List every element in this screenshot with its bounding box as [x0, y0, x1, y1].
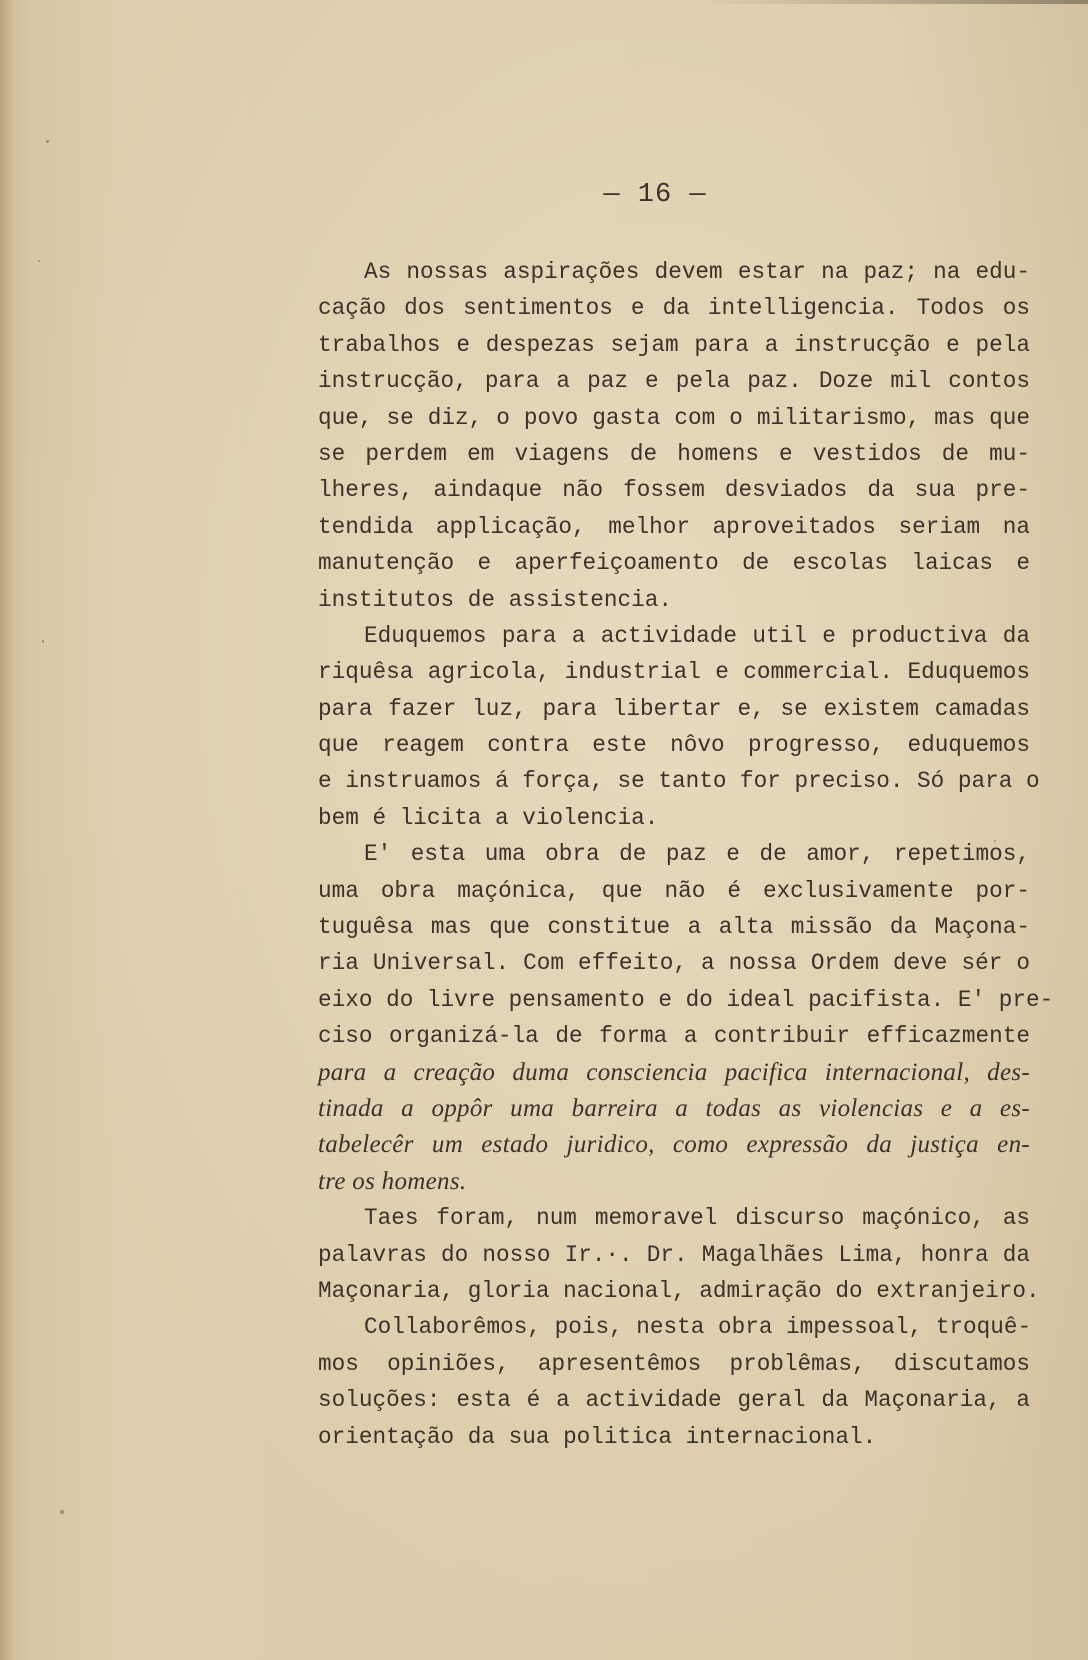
text-line: As nossas aspirações devem estar na paz; na edu- — [364, 259, 1030, 285]
text-line: riquêsa agricola, industrial e commercial. Eduquemos — [318, 659, 1030, 686]
text-line: instrucção, para a paz e pela paz. Doze mil contos — [318, 368, 1030, 395]
text-line: ciso organizá-la de forma a contribuir efficazmente — [318, 1023, 1030, 1050]
binding-edge-shadow — [0, 0, 14, 1660]
text-line: E' esta uma obra de paz e de amor, repetimos, — [364, 841, 1030, 868]
text-line: mos opiniões, apresentêmos problêmas, discutamos — [318, 1350, 1030, 1377]
text-line: para fazer luz, para libertar e, se existem camadas — [318, 695, 1030, 722]
top-edge-shadow — [700, 0, 1088, 4]
text-line: institutos de assistencia. — [318, 586, 672, 613]
text-line: tabelecêr um estado juridico, como expressão da justiça en- — [318, 1131, 1030, 1159]
text-line: que, se diz, o povo gasta com o militarismo, mas que — [318, 404, 1030, 431]
text-line: ria Universal. Com effeito, a nossa Ordem deve sér o — [318, 950, 1030, 977]
body-text — [318, 254, 1054, 1455]
text-line: Collaborêmos, pois, nesta obra impessoal, troquê- — [364, 1314, 1032, 1341]
text-line: uma obra maçónica, que não é exclusivamente por- — [318, 877, 1030, 904]
text-line: cação dos sentimentos e da intelligencia. Todos os — [318, 295, 1030, 322]
text-line: trabalhos e despezas sejam para a instrucção e pela — [318, 331, 1030, 358]
text-line: para a creação duma consciencia pacifica internacional, des- — [318, 1058, 1030, 1086]
text-line: Maçonaria, gloria nacional, admiração do extranjeiro. — [318, 1277, 1040, 1304]
text-line: tuguêsa mas que constitue a alta missão da Maçona- — [318, 914, 1030, 941]
text-line: se perdem em viagens de homens e vestidos de mu- — [318, 440, 1030, 467]
text-line: palavras do nosso Ir.·. Dr. Magalhães Lima, honra da — [318, 1241, 1030, 1268]
text-line: tinada a oppôr uma barreira a todas as violencias e a es- — [318, 1094, 1030, 1122]
text-line: tre os homens. — [318, 1167, 467, 1195]
text-line: lheres, aindaque não fossem desviados da sua pre- — [318, 477, 1030, 504]
page-number: — 16 — — [603, 180, 707, 210]
text-line: Taes foram, num memoravel discurso maçónico, as — [364, 1205, 1030, 1232]
text-line: Eduquemos para a actividade util e productiva da — [364, 622, 1030, 649]
text-line: bem é licita a violencia. — [318, 804, 659, 831]
text-line: manutenção e aperfeiçoamento de escolas laicas e — [318, 550, 1030, 577]
text-line: soluções: esta é a actividade geral da Maçonaria, a — [318, 1387, 1030, 1414]
text-line: e instruamos á força, se tanto for preciso. Só para o — [318, 768, 1040, 795]
text-line: eixo do livre pensamento e do ideal pacifista. E' pre- — [318, 986, 1054, 1013]
text-line: orientação da sua politica internacional. — [318, 1423, 877, 1450]
text-line: tendida applicação, melhor aproveitados seriam na — [318, 513, 1030, 540]
text-line: que reagem contra este nôvo progresso, eduquemos — [318, 732, 1030, 759]
